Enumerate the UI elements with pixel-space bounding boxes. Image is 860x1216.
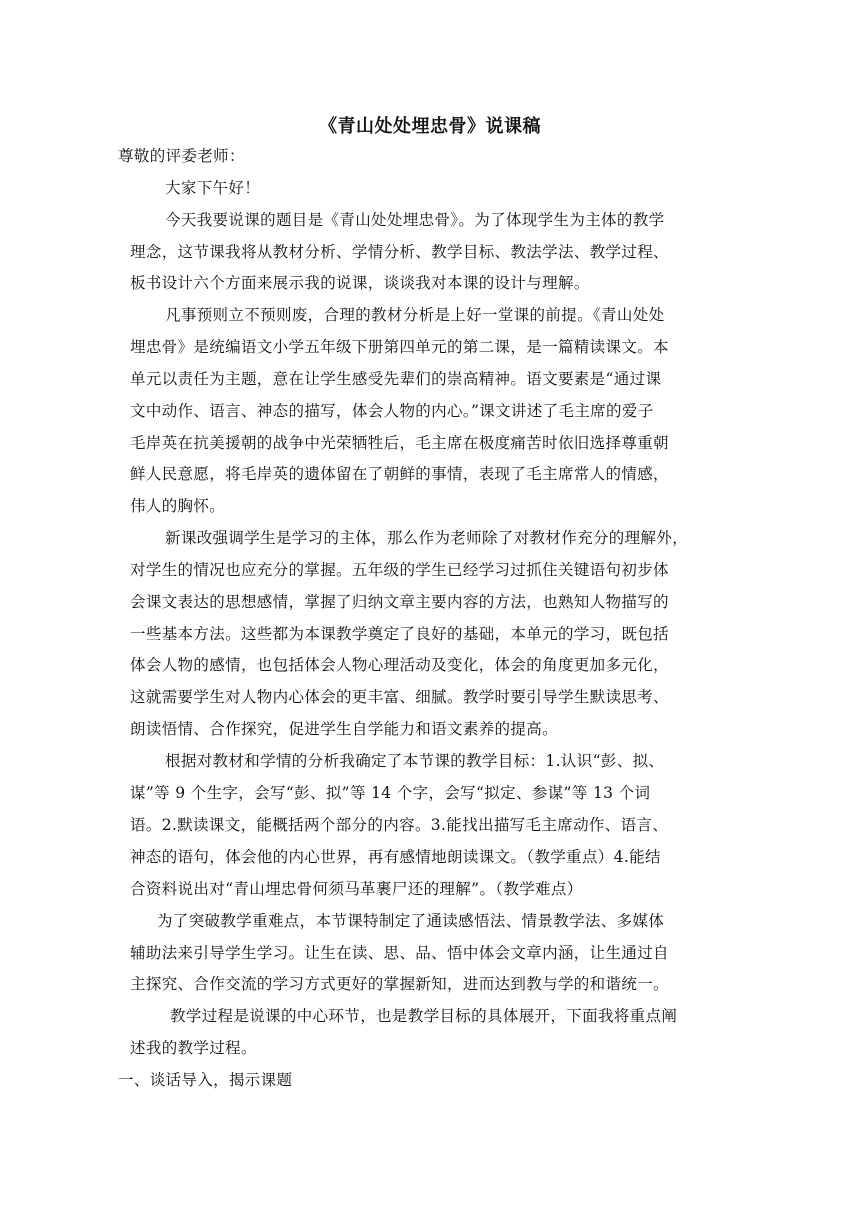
text-line: 今天我要说课的题目是《青山处处埋忠骨》。为了体现学生为主体的教学: [165, 211, 665, 229]
text-line: 毛岸英在抗美援朝的战争中光荣牺牲后，毛主席在极度痛苦时依旧选择尊重朝: [130, 434, 669, 452]
section-heading: 一、谈话导入，揭示课题: [118, 1071, 293, 1089]
text-line: 语。2.默读课文，能概括两个部分的内容。3.能找出描写毛主席动作、语言、: [130, 816, 669, 834]
document-title: 《青山处处埋忠骨》说课稿: [319, 116, 541, 137]
greeting-line: 尊敬的评委老师：: [118, 147, 245, 165]
text-line: 伟人的胸怀。: [130, 497, 226, 515]
text-line: 体会人物的感情，也包括体会人物心理活动及变化，体会的角度更加多元化，: [130, 656, 669, 674]
text-line: 凡事预则立不预则废，合理的教材分析是上好一堂课的前提。《青山处处: [165, 306, 665, 324]
text-line: 对学生的情况也应充分的掌握。五年级的学生已经学习过抓住关键语句初步体: [130, 561, 669, 579]
text-line: 根据对教材和学情的分析我确定了本节课的教学目标：1.认识“彭、拟、: [165, 752, 665, 770]
text-line: 一些基本方法。这些都为本课教学奠定了良好的基础，本单元的学习，既包括: [130, 625, 669, 643]
text-line: 埋忠骨》是统编语文小学五年级下册第四单元的第二课，是一篇精读课文。本: [130, 338, 669, 356]
text-line: 大家下午好！: [165, 179, 261, 197]
text-line: 合资料说出对“青山埋忠骨何须马革裹尸还的理解”。（教学难点）: [130, 880, 583, 898]
text-line: 这就需要学生对人物内心体会的更丰富、细腻。教学时要引导学生默读思考、: [130, 688, 669, 706]
text-line: 述我的教学过程。: [130, 1039, 257, 1057]
text-line: 鲜人民意愿，将毛岸英的遗体留在了朝鲜的事情，表现了毛主席常人的情感，: [130, 465, 669, 483]
text-line: 理念，这节课我将从教材分析、学情分析、教学目标、教法学法、教学过程、: [130, 243, 669, 261]
text-line: 辅助法来引导学生学习。让生在读、思、品、悟中体会文章内涵，让生通过自: [130, 944, 669, 962]
text-line: 为了突破教学重难点，本节课特制定了通读感悟法、情景教学法、多媒体: [157, 912, 665, 930]
text-line: 朗读悟情、合作探究，促进学生自学能力和语文素养的提高。: [130, 720, 558, 738]
text-line: 神态的语句，体会他的内心世界，再有感情地朗读课文。（教学重点）4.能结: [130, 848, 661, 866]
text-line: 板书设计六个方面来展示我的说课，谈谈我对本课的设计与理解。: [130, 274, 590, 292]
text-line: 会课文表达的思想感情，掌握了归纳文章主要内容的方法，也熟知人物描写的: [130, 593, 669, 611]
text-line: 单元以责任为主题，意在让学生感受先辈们的崇高精神。语文要素是“通过课: [130, 370, 662, 388]
text-line: 新课改强调学生是学习的主体，那么作为老师除了对教材作充分的理解外，: [165, 529, 689, 547]
text-line: 谋”等 9 个生字，会写“彭、拟”等 14 个字，会写“拟定、参谋”等 13 个词: [130, 784, 651, 802]
text-line: 文中动作、语言、神态的描写，体会人物的内心。”课文讲述了毛主席的爱子: [130, 402, 654, 420]
text-line: 主探究、合作交流的学习方式更好的掌握新知，进而达到教与学的和谐统一。: [130, 975, 669, 993]
text-line: 教学过程是说课的中心环节，也是教学目标的具体展开，下面我将重点阐: [170, 1007, 678, 1025]
